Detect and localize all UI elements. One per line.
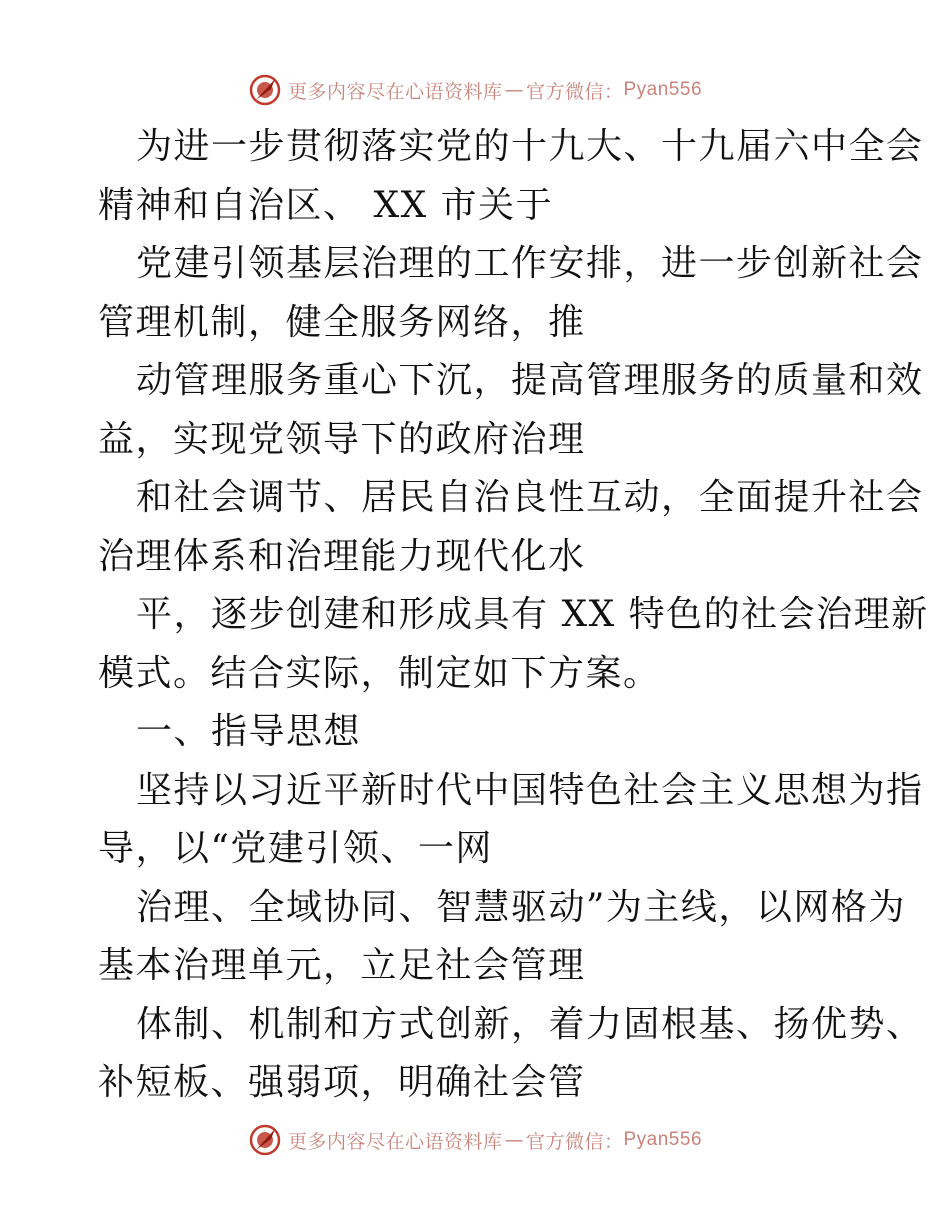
text-line: 平，逐步创建和形成具有 XX 特色的社会治理新 xyxy=(136,594,929,635)
footer-watermark xyxy=(0,1120,950,1160)
watermark-text: 更多内容尽在心语资料库 xyxy=(287,1130,503,1153)
text-line: 模式。结合实际，制定如下方案。 xyxy=(98,652,661,694)
watermark-separator: — xyxy=(504,1129,524,1151)
text-line: 治理、全域协同、智慧驱动”为主线，以网格为 xyxy=(136,886,906,928)
text-line: 治理体系和治理能力现代化水 xyxy=(98,535,586,577)
watermark-suffix: 官方微信： xyxy=(525,80,624,103)
watermark-suffix: 官方微信： xyxy=(525,1130,624,1153)
watermark-separator: — xyxy=(504,79,524,101)
text-line: 补短板、强弱项，明确社会管 xyxy=(98,1062,586,1103)
section-heading: 一、指导思想 xyxy=(136,711,362,752)
text-line: 坚持以习近平新时代中国特色社会主义思想为指 xyxy=(136,769,924,811)
text-line: 导，以“党建引领、一网 xyxy=(98,828,493,869)
watermark-wechat-id: Pyan556 xyxy=(623,79,703,100)
feather-logo-icon xyxy=(248,73,282,107)
feather-logo-icon xyxy=(248,1123,282,1157)
watermark-wechat-id: Pyan556 xyxy=(623,1129,703,1150)
text-line: 为进一步贯彻落实党的十九大、十九届六中全会 xyxy=(136,126,924,167)
text-line: 党建引领基层治理的工作安排，进一步创新社会 xyxy=(136,243,924,284)
text-line: 动管理服务重心下沉，提高管理服务的质量和效 xyxy=(136,360,924,401)
text-line: 和社会调节、居民自治良性互动，全面提升社会 xyxy=(136,477,924,518)
text-line: 管理机制，健全服务网络，推 xyxy=(98,301,586,343)
text-line: 益，实现党领导下的政府治理 xyxy=(98,418,586,460)
document-body xyxy=(98,118,929,1113)
text-line: 体制、机制和方式创新，着力固根基、扬优势、 xyxy=(136,1003,924,1045)
header-watermark xyxy=(0,70,950,110)
text-line: 精神和自治区、 XX 市关于 xyxy=(98,184,554,226)
watermark-text: 更多内容尽在心语资料库 xyxy=(287,80,503,103)
text-line: 基本治理单元，立足社会管理 xyxy=(98,945,586,986)
